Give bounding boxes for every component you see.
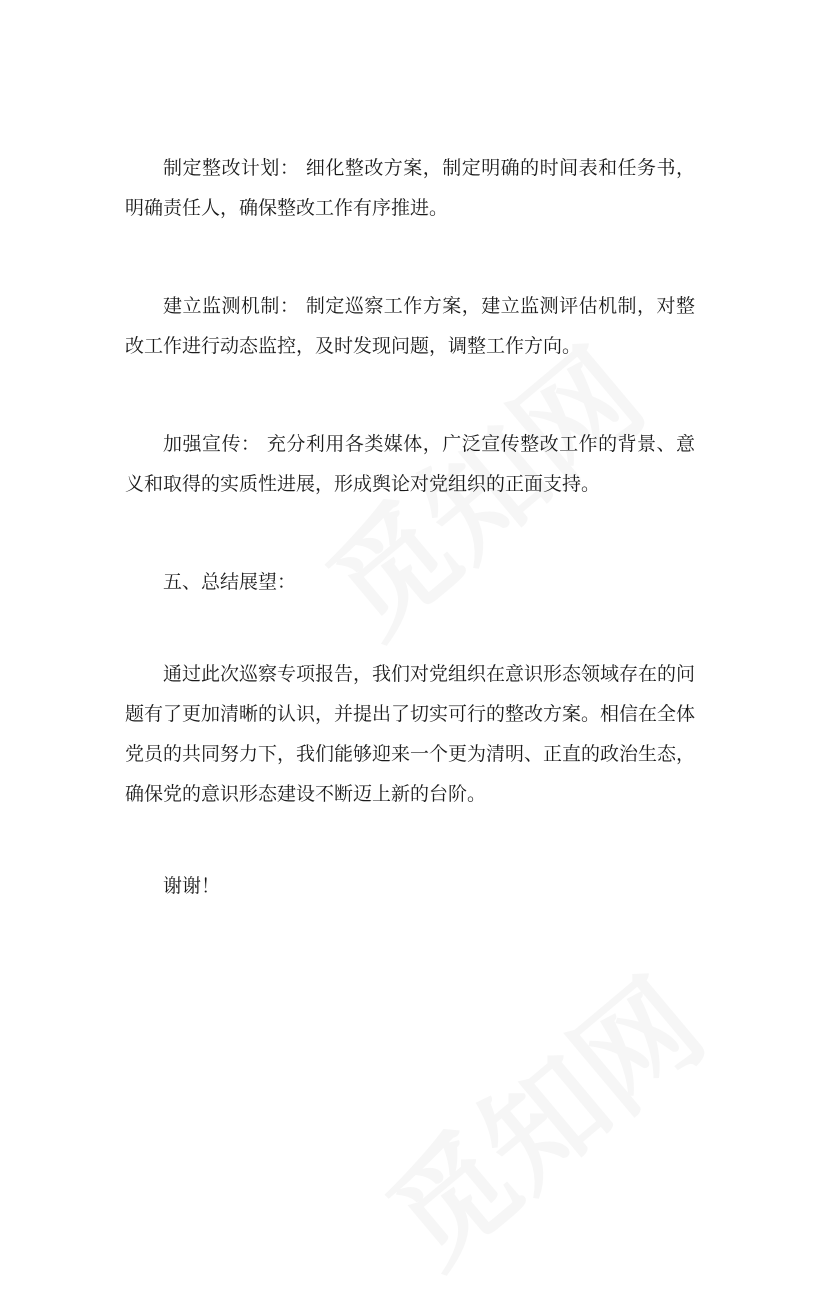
section-heading-summary: 五、总结展望： <box>163 571 297 593</box>
watermark <box>347 934 733 1297</box>
paragraph-rectification-plan: 制定整改计划： 细化整改方案，制定明确的时间表和任务书，明确责任人，确保整改工作有序推进。 <box>125 157 695 219</box>
closing-thanks: 谢谢！ <box>163 875 221 897</box>
document-body <box>125 148 695 906</box>
paragraph-publicity: 加强宣传： 充分利用各类媒体，广泛宣传整改工作的背景、意义和取得的实质性进展，形成舆论对党组织的正面支持。 <box>125 433 695 495</box>
paragraph-monitoring-mechanism: 建立监测机制： 制定巡察工作方案，建立监测评估机制，对整改工作进行动态监控，及时发现问题，调整工作方向。 <box>125 295 695 357</box>
paragraph-summary: 通过此次巡察专项报告，我们对党组织在意识形态领域存在的问题有了更加清晰的认识，并提出了切实可行的整改方案。相信在全体党员的共同努力下，我们能够迎来一个更为清明、正直的政治生态，确保党的意识形态建设不断迈上新的台阶。 <box>125 663 696 805</box>
